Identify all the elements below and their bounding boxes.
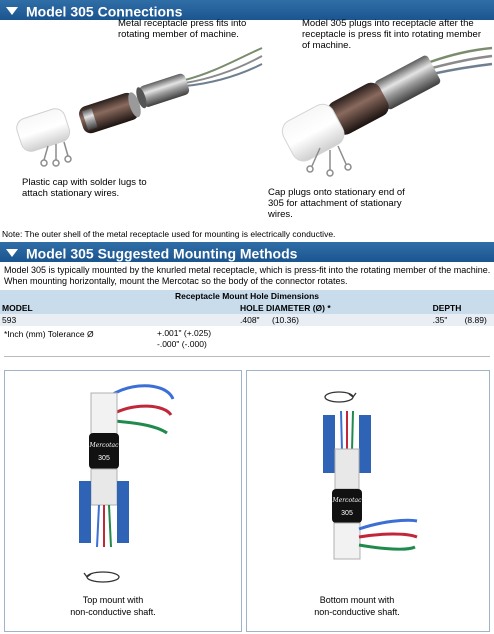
top-mount-diagram — [4, 370, 242, 632]
bottom-wires — [359, 520, 417, 549]
mercotac-body — [89, 433, 119, 469]
shaft-right — [359, 415, 371, 473]
tolerance-label: *Inch (mm) Tolerance Ø — [4, 329, 94, 339]
tolerance-minus: -.000" (-.000) — [157, 339, 207, 349]
caption-cap-plugs: Cap plugs onto stationary end of 305 for attachment of stationary wires. — [268, 187, 405, 220]
bottom-mount-illustration — [247, 371, 489, 631]
receptacle — [335, 449, 359, 489]
top-caption-line2: non-conductive shaft. — [70, 607, 156, 617]
body-logo: Mercotac — [89, 442, 119, 449]
shaft-left — [79, 481, 91, 543]
section-header-mounting[interactable] — [0, 242, 494, 262]
receptacle — [91, 469, 117, 505]
bottom-caption-line2: non-conductive shaft. — [314, 607, 400, 617]
collapse-triangle-icon[interactable] — [6, 7, 18, 15]
section-title: Model 305 Suggested Mounting Methods — [26, 245, 298, 262]
cap-bottom — [334, 523, 360, 559]
shaft-right — [117, 481, 129, 543]
receptacle-wires — [185, 48, 262, 86]
assembled-unit — [278, 49, 444, 165]
collapse-triangle-icon[interactable] — [6, 249, 18, 257]
cell-hole-mm: (10.36) — [272, 315, 299, 325]
cell-model: 593 — [2, 315, 17, 325]
bottom-wires — [97, 505, 111, 547]
cell-depth-mm: (8.89) — [464, 315, 487, 325]
conductive-note: Note: The outer shell of the metal receptacle used for mounting is electrically conductive. — [2, 229, 336, 239]
tolerance-plus: +.001" (+.025) — [157, 328, 212, 338]
mounting-paragraph: Model 305 is typically mounted by the knurled metal receptacle, which is press-fit into the rotating member of the machine. When mounting horizontally, mount the Mercotac so the body of the connector rotates. — [4, 265, 491, 286]
col-header-model: MODEL — [0, 302, 238, 314]
caption-receptacle: Metal receptacle press fits into rotating member of machine. — [118, 18, 247, 40]
table-title: Receptacle Mount Hole Dimensions — [0, 290, 494, 302]
cell-depth-in: .35" — [432, 315, 448, 325]
top-mount-illustration — [5, 371, 241, 631]
section-header-connections[interactable] — [0, 0, 494, 20]
divider — [4, 356, 490, 357]
cell-hole-in: .408" — [240, 315, 260, 325]
caption-cap: Plastic cap with solder lugs to attach stationary wires. — [22, 177, 147, 199]
assembled-wires — [430, 48, 492, 74]
caption-plugs: Model 305 plugs into receptacle after the receptacle is press fit into rotating member of machine. — [302, 18, 481, 51]
section-title: Model 305 Connections — [26, 3, 183, 20]
cap-top — [91, 393, 117, 435]
col-header-depth: DEPTH — [431, 302, 494, 314]
mercotac-body — [332, 489, 362, 523]
body-model: 305 — [98, 455, 110, 462]
bottom-caption-line1: Bottom mount with — [319, 595, 395, 605]
col-header-hole-diameter: HOLE DIAMETER (Ø) * — [238, 302, 431, 314]
bottom-mount-diagram — [246, 370, 490, 632]
model-305-body — [77, 90, 144, 135]
top-caption-line1: Top mount with — [82, 595, 144, 605]
top-wires — [341, 411, 353, 451]
metal-receptacle — [134, 72, 190, 109]
shaft-left — [323, 415, 335, 473]
plastic-cap — [14, 106, 72, 154]
body-model: 305 — [341, 510, 353, 517]
body-logo: Mercotac — [332, 497, 362, 504]
rotation-arrow-icon — [84, 572, 119, 582]
table-row — [0, 314, 494, 326]
hole-dimensions-table — [0, 290, 494, 326]
rotation-arrow-icon — [325, 392, 356, 402]
